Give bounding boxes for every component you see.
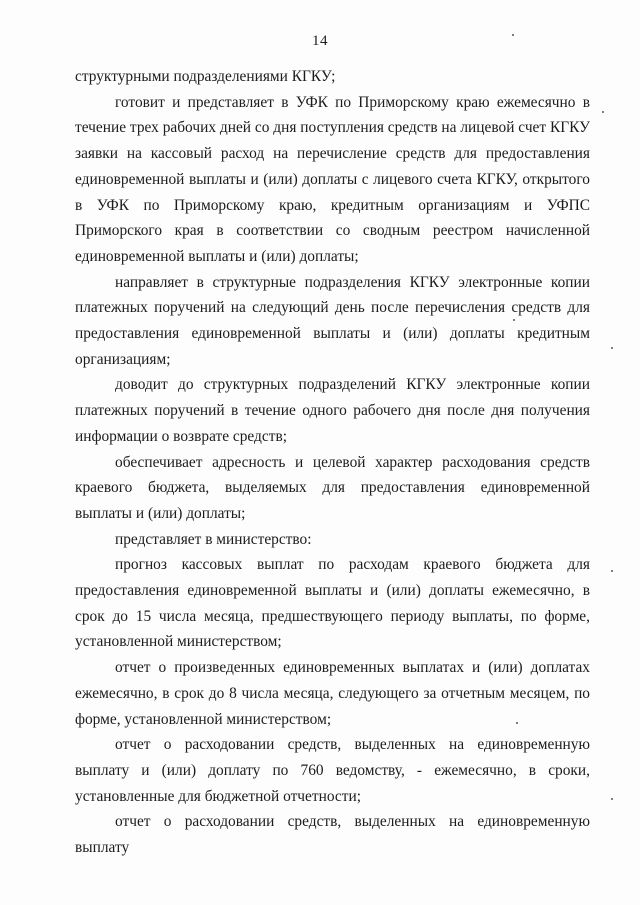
paragraph-submits-to-ministry: представляет в министерство: [115, 530, 312, 548]
paragraph-forecast: прогноз кассовых выплат по расходам краевого бюджета для предоставления единовременной выплаты и (или) доплаты ежемесячно, в срок до 15 числа месяца, предшествующего периоду выплаты, по форме, установленной министерством; [75, 556, 590, 651]
paragraph-sends-payment-copies: направляет в структурные подразделения КГКУ электронные копии платежных поручений на следующий день после перечисления средств для предоставления единовременной выплаты и (или) доплаты кредитным организациям; [75, 273, 590, 368]
scan-speck [611, 798, 613, 800]
document-body [75, 64, 590, 861]
paragraph-report-payments: отчет о произведенных единовременных выплатах и (или) доплатах ежемесячно, в срок до 8 числа месяца, следующего за отчетным месяцем, по форме, установленной министерством; [75, 659, 590, 728]
scan-speck [516, 722, 518, 724]
paragraph-ensures-targeting: обеспечивает адресность и целевой характер расходования средств краевого бюджета, выделяемых для предоставления единовременной выплаты и (или) доплаты; [75, 453, 590, 522]
scan-speck [602, 111, 604, 113]
paragraph-continuation: структурными подразделениями КГКУ; [75, 68, 336, 85]
paragraph-delivers-copies: доводит до структурных подразделений КГКУ электронные копии платежных поручений в течение одного рабочего дня после дня получения информации о возврате средств; [75, 376, 590, 445]
paragraph-prepares-requests: готовит и представляет в УФК по Приморскому краю ежемесячно в течение трех рабочих дней со дня поступления средств на лицевой счет КГКУ заявки на кассовый расход на перечисление средств для предоставления единовременной выплаты и (или) доплаты с лицевого счета КГКУ, открытого в УФК по Приморскому краю, кредитным организациям и УФПС Приморского края в соответствии со сводным реестром начисленной единовременной выплаты и (или) доплаты; [75, 93, 590, 265]
scan-speck [611, 570, 613, 572]
paragraph-report-expenditure: отчет о расходовании средств, выделенных на единовременную выплату [75, 813, 590, 857]
scan-speck [611, 347, 613, 349]
page-number: 14 [312, 33, 328, 49]
scan-speck [513, 319, 515, 321]
scan-speck [512, 34, 514, 36]
paragraph-report-760: отчет о расходовании средств, выделенных на единовременную выплату и (или) доплату по 760 ведомству, - ежемесячно, в сроки, установленные для бюджетной отчетности; [75, 736, 590, 805]
